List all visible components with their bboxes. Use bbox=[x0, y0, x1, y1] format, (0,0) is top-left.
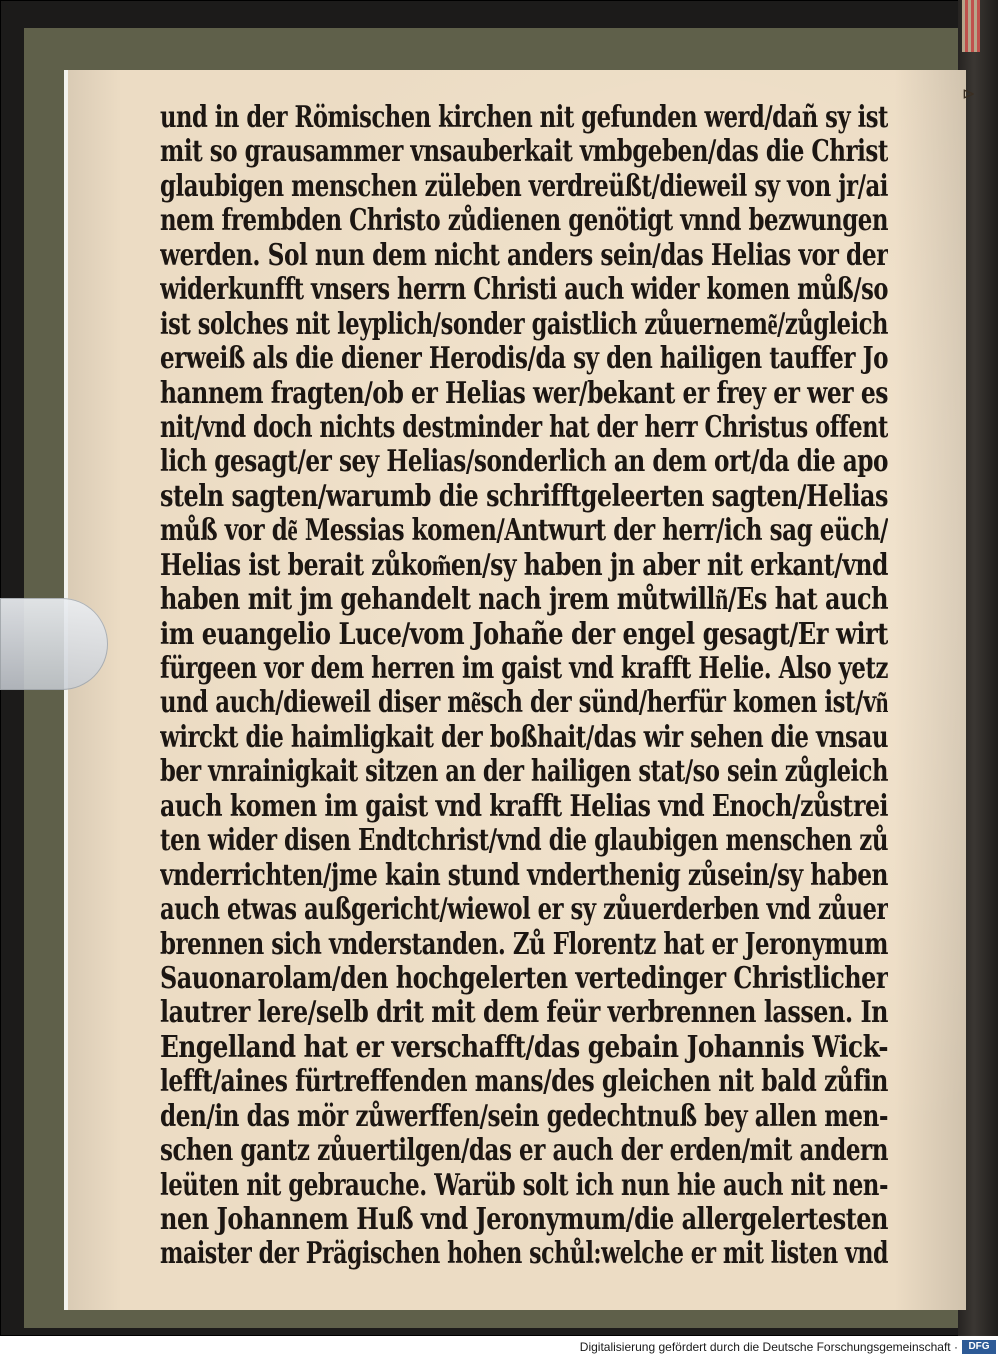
headband bbox=[962, 0, 980, 52]
text-line: lich gesagt/er sey Helias/sonderlich an dem ort/da die apo bbox=[160, 444, 888, 479]
text-line: můß vor de͂ Messias komen/Antwurt der herr/ich sag eüch/ bbox=[160, 513, 888, 548]
text-line: hannem fragten/ob er Helias wer/bekant er frey er wer es bbox=[160, 375, 888, 410]
footer-credit bbox=[580, 1340, 958, 1354]
text-line: nit/vnd doch nichts destminder hat der herr Christus offent bbox=[160, 409, 888, 444]
text-line: und auch/dieweil diser me͂sch der sünd/herfür komen ist/vn͂ bbox=[160, 685, 888, 720]
text-line: auch komen im gaist vnd krafft Helias vnd Enoch/zůstrei bbox=[160, 788, 888, 823]
page-clip bbox=[0, 598, 108, 690]
text-line: widerkunfft vnsers herrn Christi auch wider komen můß/so bbox=[160, 272, 888, 307]
text-line: nen Johannem Huß vnd Jeronymum/die allergelertesten bbox=[160, 1202, 888, 1236]
text-line: mit so grausammer vnsauberkait vmbgeben/das die Christ bbox=[160, 134, 888, 169]
text-line: im euangelio Luce/vom Johañe der engel gesagt/Er wirt bbox=[160, 616, 888, 651]
text-line: werden. Sol nun dem nicht anders sein/das Helias vor der bbox=[160, 237, 888, 272]
dfg-logo[interactable]: DFG bbox=[962, 1340, 996, 1354]
text-line: Engelland hat er verschafft/das gebain Johannis Wick- bbox=[160, 1029, 888, 1064]
text-line: vnderrichten/jme kain stund vnderthenig zůsein/sy haben bbox=[160, 857, 888, 892]
credit-text: Digitalisierung gefördert durch die Deutsche Forschungsgemeinschaft bbox=[579, 1340, 951, 1354]
text-line: ist solches nit leyplich/sonder gaistlich zůuerneme͂/zůgleich bbox=[160, 306, 888, 341]
text-line: maister der Prägischen hohen schůl:welche er mit listen vnd bbox=[160, 1236, 888, 1271]
text-line: brennen sich vnderstanden. Zů Florentz hat er Jeronymum bbox=[160, 926, 888, 961]
text-line: schen gantz zůuertilgen/das er auch der erden/mit andern bbox=[160, 1133, 888, 1168]
text-line: ten wider disen Endtchrist/vnd die glaubigen menschen zů bbox=[160, 823, 888, 858]
text-line: Helias ist berait zůkom͂en/sy haben jn aber nit erkant/vnd bbox=[160, 547, 888, 582]
text-line: ber vnrainigkait sitzen an der hailigen stat/so sein zůgleich bbox=[160, 754, 888, 789]
text-line: auch etwas außgericht/wiewol er sy zůuerderben vnd zůuer bbox=[160, 892, 888, 927]
text-line: nem frembden Christo zůdienen genötigt vnnd bezwungen bbox=[160, 203, 888, 238]
text-line: leüten nit gebrauche. Warüb solt ich nun hie auch nit nen- bbox=[160, 1167, 888, 1202]
text-line: haben mit jm gehandelt nach jrem můtwilln͂/Es hat auch bbox=[160, 582, 888, 617]
text-line: wirckt die haimligkait der boßhait/das wir sehen die vnsau bbox=[160, 719, 888, 754]
text-line: lautrer lere/selb drit mit dem feür verbrennen lassen. In bbox=[160, 995, 888, 1030]
footer-bar bbox=[0, 1338, 1000, 1358]
text-line: und in der Römischen kirchen nit gefunden werd/dañ sy ist bbox=[160, 100, 888, 134]
text-line: steln sagten/warumb die schrifftgeleerten sagten/Helias bbox=[160, 478, 888, 513]
text-line: den/in das mör zůwerffen/sein gedechtnuß bey allen men- bbox=[160, 1098, 888, 1133]
credit-separator: · bbox=[954, 1340, 958, 1354]
text-line: fürgeen vor dem herren im gaist vnd krafft Helie. Also yetz bbox=[160, 651, 888, 685]
page-text bbox=[160, 100, 888, 1271]
corner-mark: ⊳ bbox=[962, 84, 976, 103]
text-line: lefft/aines fürtreffenden mans/des gleichen nit bald zůfin bbox=[160, 1064, 888, 1099]
text-line: glaubigen menschen züleben verdreüßt/dieweil sy von jr/ai bbox=[160, 168, 888, 203]
text-line: erweiß als die diener Herodis/da sy den hailigen tauffer Jo bbox=[160, 341, 888, 376]
text-line: Sauonarolam/den hochgelerten vertedinger Christlicher bbox=[160, 960, 888, 995]
